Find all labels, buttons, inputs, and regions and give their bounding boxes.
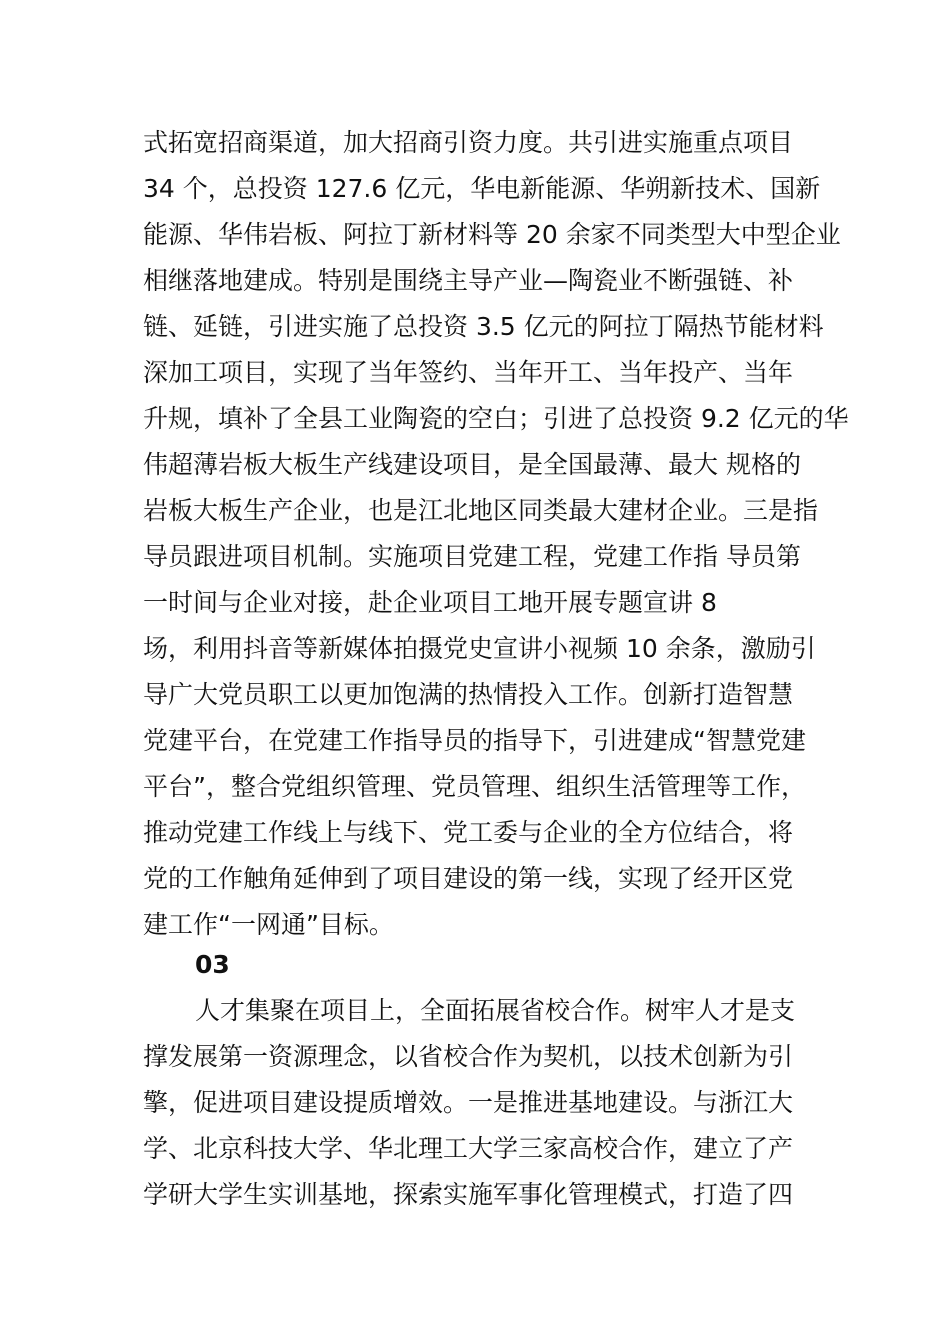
paragraph-line: 人才集聚在项目上，全面拓展省校合作。树牢人才是支 <box>195 996 796 1025</box>
paragraph-line: 伟超薄岩板大板生产线建设项目，是全国最薄、最大 规格的 <box>143 450 801 479</box>
paragraph-line: 能源、华伟岩板、阿拉丁新材料等 20 余家不同类型大中型企业 <box>143 220 841 249</box>
paragraph-line: 学研大学生实训基地，探索实施军事化管理模式，打造了四 <box>143 1180 794 1209</box>
paragraph-line: 党的工作触角延伸到了项目建设的第一线，实现了经开区党 <box>143 864 794 893</box>
paragraph-line: 式拓宽招商渠道，加大招商引资力度。共引进实施重点项目 <box>143 128 794 157</box>
paragraph-line: 导员跟进项目机制。实施项目党建工程，党建工作指 导员第 <box>143 542 801 571</box>
paragraph-line: 导广大党员职工以更加饱满的热情投入工作。创新打造智慧 <box>143 680 794 709</box>
paragraph-line: 链、延链，引进实施了总投资 3.5 亿元的阿拉丁隔热节能材料 <box>143 312 824 341</box>
paragraph-line: 建工作“一网通”目标。 <box>143 910 394 939</box>
paragraph-line: 党建平台，在党建工作指导员的指导下，引进建成“智慧党建 <box>143 726 806 755</box>
paragraph-line: 升规，填补了全县工业陶瓷的空白；引进了总投资 9.2 亿元的华 <box>143 404 849 433</box>
paragraph-line: 擎，促进项目建设提质增效。一是推进基地建设。与浙江大 <box>143 1088 794 1117</box>
paragraph-line: 相继落地建成。特别是围绕主导产业—陶瓷业不断强链、补 <box>143 266 794 295</box>
paragraph-line: 平台”，整合党组织管理、党员管理、组织生活管理等工作， <box>143 772 806 801</box>
paragraph-line: 撑发展第一资源理念，以省校合作为契机，以技术创新为引 <box>143 1042 794 1071</box>
paragraph-line: 一时间与企业对接，赴企业项目工地开展专题宣讲 8 <box>143 588 717 617</box>
paragraph-line: 推动党建工作线上与线下、党工委与企业的全方位结合，将 <box>143 818 794 847</box>
paragraph-line: 34 个，总投资 127.6 亿元，华电新能源、华朔新技术、国新 <box>143 174 821 203</box>
section-heading: 03 <box>195 950 230 979</box>
paragraph-line: 岩板大板生产企业，也是江北地区同类最大建材企业。三是指 <box>143 496 819 525</box>
paragraph-line: 场，利用抖音等新媒体拍摄党史宣讲小视频 10 余条，激励引 <box>143 634 816 663</box>
paragraph-line: 学、北京科技大学、华北理工大学三家高校合作，建立了产 <box>143 1134 794 1163</box>
paragraph-line: 深加工项目，实现了当年签约、当年开工、当年投产、当年 <box>143 358 794 387</box>
